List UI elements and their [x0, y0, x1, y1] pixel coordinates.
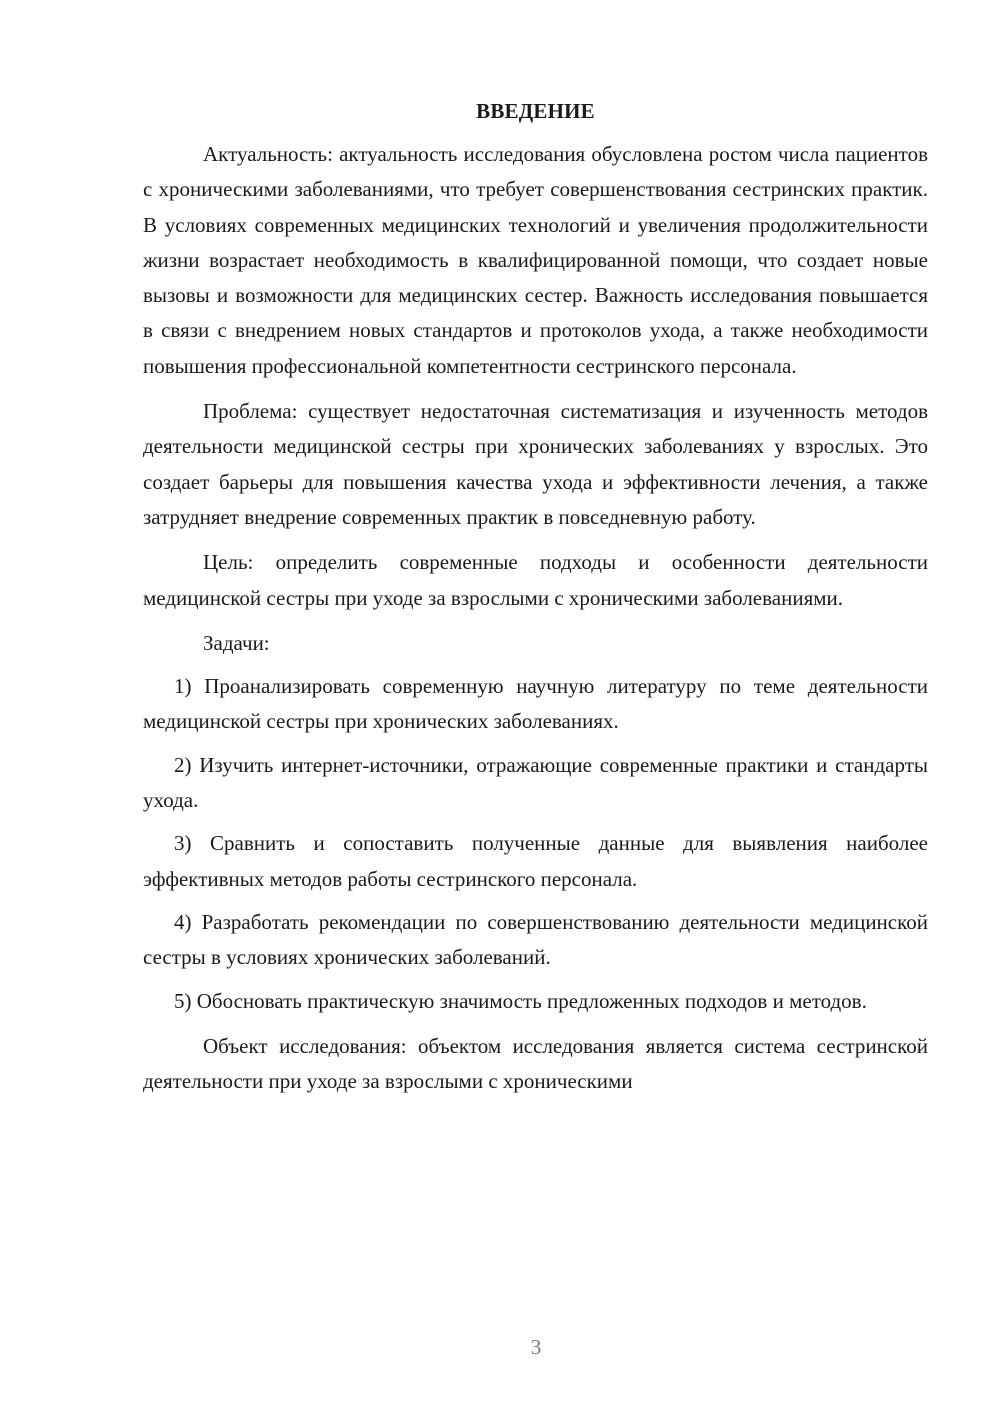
task-item-1: 1) Проанализировать современную научную литературу по теме деятельности медицинской сестры при хронических заболеваниях. — [143, 674, 928, 734]
paragraph-problem: Проблема: существует недостаточная систематизация и изученность методов деятельности медицинской сестры при хронических заболеваниях у взрослых. Это создает барьеры для повышения качества ухода и эффективности лечения, а также затрудняет внедрение современных практик в повседневную работу. — [143, 399, 928, 529]
task-item-4: 4) Разработать рекомендации по совершенствованию деятельности медицинской сестры в условиях хронических заболеваний. — [143, 909, 928, 970]
task-item-3: 3) Сравнить и сопоставить полученные данные для выявления наиболее эффективных методов работы сестринского персонала. — [143, 831, 928, 891]
tasks-heading: Задачи: — [203, 630, 270, 655]
tasks-list — [143, 669, 928, 1019]
paragraph-relevance: Актуальность: актуальность исследования обусловлена ростом числа пациентов с хроническими заболеваниями, что требует совершенствования сестринских практик. В условиях современных медицинских технологий и увеличения продолжительности жизни возрастает необходимость в квалифицированной помощи, что создает новые вызовы и возможности для медицинских сестер. Важность исследования повышается в связи с внедрением новых стандартов и протоколов ухода, а также необходимости повышения профессиональной компетентности сестринского персонала. — [143, 142, 928, 378]
section-title: ВВЕДЕНИЕ — [476, 99, 595, 123]
paragraph-object: Объект исследования: объектом исследования является система сестринской деятельности при уходе за взрослыми с хроническими — [143, 1033, 928, 1094]
page-content — [143, 97, 928, 1099]
paragraph-goal: Цель: определить современные подходы и особенности деятельности медицинской сестры при уходе за взрослыми с хроническими заболеваниями. — [143, 550, 928, 610]
task-item-5: 5) Обосновать практическую значимость предложенных подходов и методов. — [174, 988, 867, 1013]
page-number: 3 — [530, 1335, 542, 1359]
task-item-2: 2) Изучить интернет-источники, отражающие современные практики и стандарты ухода. — [143, 752, 928, 813]
